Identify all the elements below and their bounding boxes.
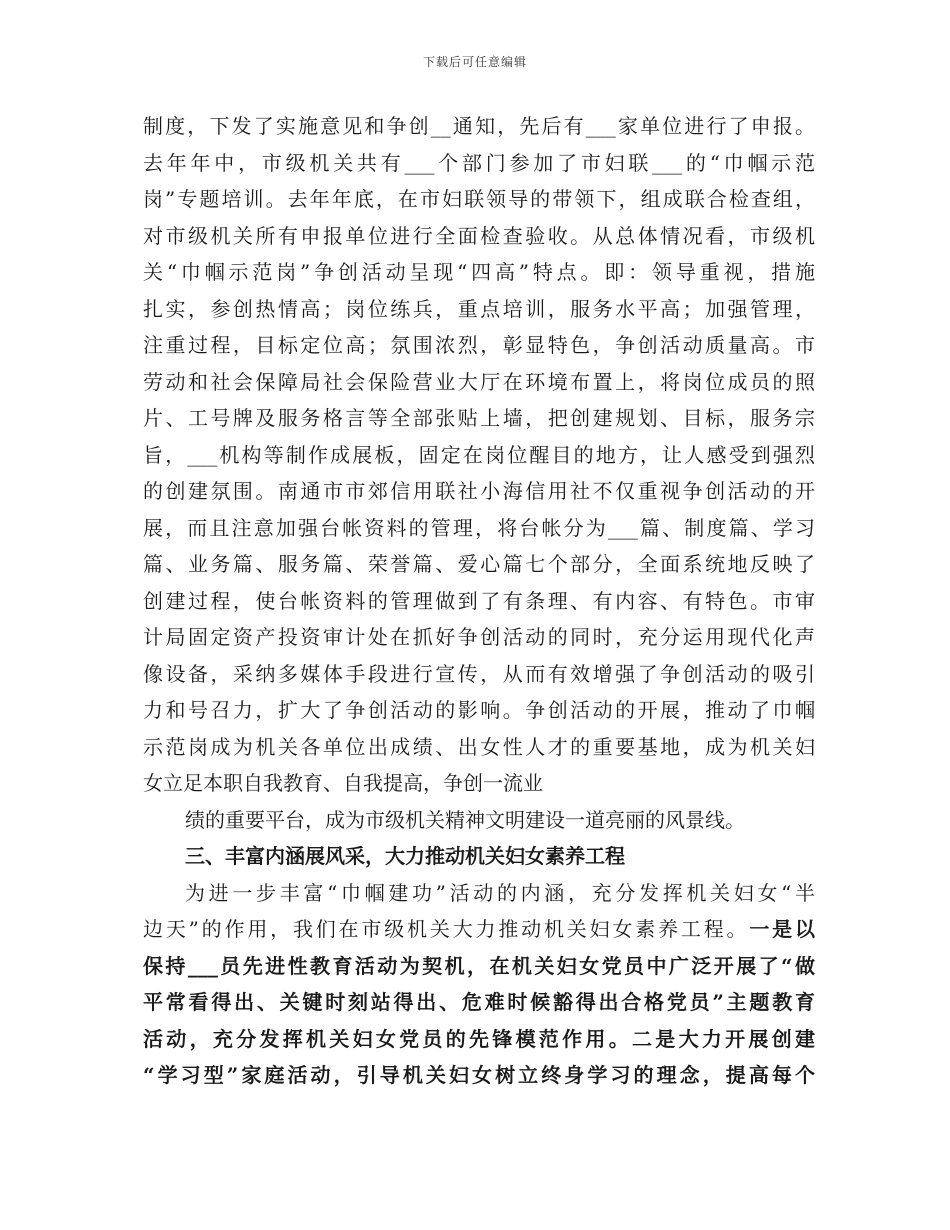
- section-heading: [143, 838, 815, 875]
- text-line: 力和号召力，扩大了争创活动的影响。争创活动的开展，推动了巾帼: [143, 698, 815, 722]
- text-line: 关“巾帼示范岗”争创活动呈现“四高”特点。即：领导重视，措施: [143, 260, 815, 284]
- text-line: 旨，___机构等制作成展板，固定在岗位醒目的地方，让人感受到强烈: [143, 442, 815, 467]
- text-line: 片、工号牌及服务格言等全部张贴上墙，把创建规划、目标，服务宗: [143, 406, 815, 430]
- text-line: [143, 911, 815, 948]
- text-line: 计局固定资产投资审计处在抓好争创活动的同时，充分运用现代化声: [143, 625, 815, 649]
- text-segment: 边天”的作用，我们在市级机关大力推动机关妇女素养工程。: [143, 917, 750, 941]
- bold-text-line: “学习型”家庭活动，引导机关妇女树立终身学习的理念，提高每个: [143, 1063, 815, 1087]
- text-line: 女立足本职自我教育、自我提高，争创一流业: [143, 771, 543, 795]
- text-line: 岗”专题培训。去年年底，在市妇联领导的带领下，组成联合检查组，: [143, 187, 815, 211]
- paragraph-1: [143, 108, 815, 802]
- heading-text: 三、丰富内涵展风采，大力推动机关妇女素养工程: [185, 844, 625, 868]
- text-line: 绩的重要平台，成为市级机关精神文明建设一道亮丽的风景线。: [185, 807, 745, 832]
- text-line: 像设备，采纳多媒体手段进行宣传，从而有效增强了争创活动的吸引: [143, 661, 815, 686]
- bold-text-line: 平常看得出、关键时刻站得出、危难时候豁得出合格党员”主题教育: [143, 990, 815, 1014]
- text-line: 去年年中，市级机关共有___个部门参加了市妇联___的“巾帼示范: [143, 150, 815, 175]
- text-line: 为进一步丰富“巾帼建功”活动的内涵，充分发挥机关妇女“半: [185, 880, 815, 905]
- bold-text-line: 保持___员先进性教育活动为契机，在机关妇女党员中广泛开展了“做: [143, 953, 815, 978]
- document-body: [143, 108, 815, 1094]
- text-line: 劳动和社会保障局社会保险营业大厅在环境布置上，将岗位成员的照: [143, 369, 815, 394]
- text-line: 的创建氛围。南通市市郊信用联社小海信用社不仅重视争创活动的开: [143, 479, 815, 503]
- text-line: 示范岗成为机关各单位出成绩、出女性人才的重要基地，成为机关妇: [143, 734, 815, 759]
- text-line: 扎实，参创热情高；岗位练兵，重点培训，服务水平高；加强管理，: [143, 296, 815, 321]
- text-line: 注重过程，目标定位高；氛围浓烈，彰显特色，争创活动质量高。市: [143, 333, 815, 357]
- bold-text-line: 活动，充分发挥机关妇女党员的先锋模范作用。二是大力开展创建: [143, 1026, 815, 1051]
- text-line: 创建过程，使台帐资料的管理做到了有条理、有内容、有特色。市审: [143, 588, 815, 613]
- text-line: 篇、业务篇、服务篇、荣誉篇、爱心篇七个部分，全面系统地反映了: [143, 552, 815, 576]
- text-line: 制度，下发了实施意见和争创__通知，先后有___家单位进行了申报。: [143, 114, 815, 138]
- paragraph-2: [143, 802, 815, 839]
- text-line: 展，而且注意加强台帐资料的管理，将台帐分为___篇、制度篇、学习: [143, 515, 815, 540]
- page-header: 下载后可任意编辑: [422, 55, 527, 69]
- bold-text-segment: 一是以: [749, 917, 815, 941]
- text-line: 对市级机关所有申报单位进行全面检查验收。从总体情况看，市级机: [143, 223, 815, 248]
- paragraph-3: [143, 875, 815, 1094]
